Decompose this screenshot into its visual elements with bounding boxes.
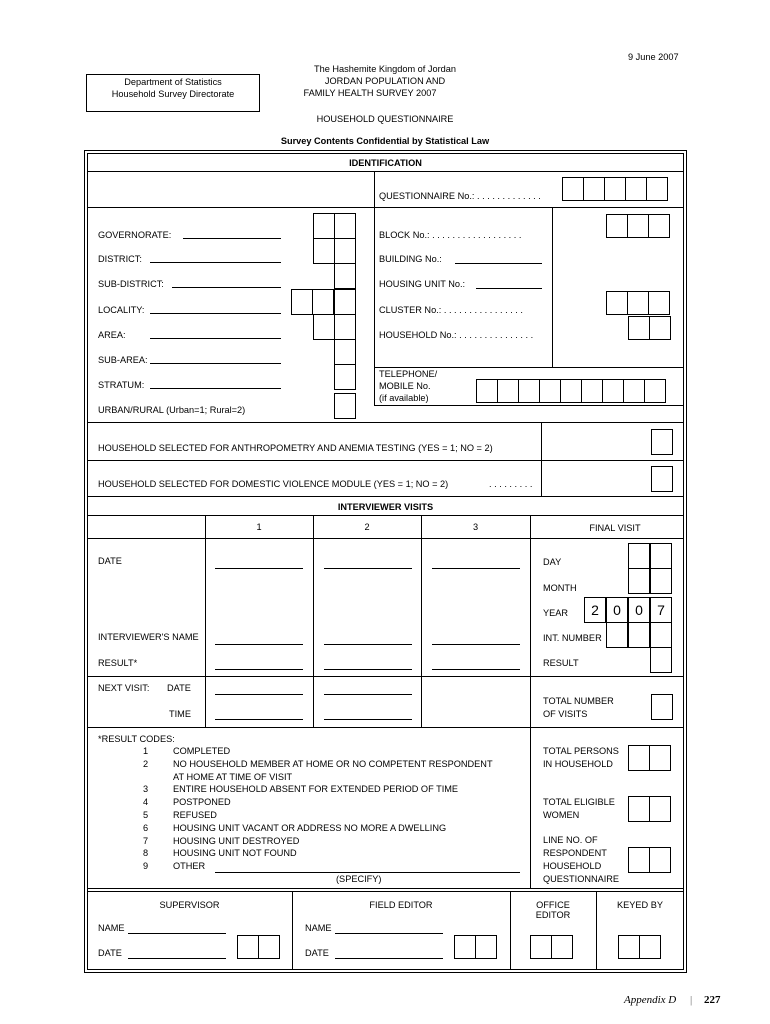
total-visits-box[interactable] <box>651 694 673 720</box>
divider <box>530 515 531 888</box>
area-line[interactable] <box>150 338 281 339</box>
identification-heading: IDENTIFICATION <box>349 158 422 168</box>
visit3-date-line[interactable] <box>432 568 520 569</box>
divider <box>374 367 375 405</box>
stratum-line[interactable] <box>150 388 281 389</box>
telephone-boxes[interactable] <box>476 379 666 403</box>
result-code-text: COMPLETED <box>173 746 231 756</box>
visit2-interviewer-line[interactable] <box>324 644 412 645</box>
divider <box>87 891 684 892</box>
final-result-box[interactable] <box>650 647 672 673</box>
department-line2: Household Survey Directorate <box>111 89 235 99</box>
result-code-text: REFUSED <box>173 810 217 820</box>
final-month-label: MONTH <box>543 583 577 593</box>
final-year-digit[interactable]: 2 <box>584 597 606 623</box>
final-int-number-box[interactable] <box>650 622 672 648</box>
area-code-box[interactable] <box>334 314 356 340</box>
footer-page-number: 227 <box>704 994 721 1006</box>
field-editor-date-line[interactable] <box>335 958 443 959</box>
final-int-number-box[interactable] <box>628 622 650 648</box>
total-women-boxes[interactable] <box>628 796 671 822</box>
result-code-text: AT HOME AT TIME OF VISIT <box>173 772 293 782</box>
urban-rural-label: URBAN/RURAL (Urban=1; Rural=2) <box>98 405 246 415</box>
interviewer-name-label: INTERVIEWER'S NAME <box>98 632 199 642</box>
divider <box>87 888 684 889</box>
specify-label: (SPECIFY) <box>336 874 382 884</box>
district-label: DISTRICT: <box>98 254 142 264</box>
field-editor-name-label: NAME <box>305 923 332 933</box>
divider <box>421 515 422 727</box>
divider <box>87 676 684 677</box>
final-int-number-box[interactable] <box>606 622 628 648</box>
field-editor-label: FIELD EDITOR <box>369 900 433 910</box>
divider <box>87 171 684 172</box>
result-label: RESULT* <box>98 658 138 668</box>
cluster-no-label: CLUSTER No.: . . . . . . . . . . . . . . . . <box>379 305 523 315</box>
sub-area-code-box[interactable] <box>334 339 356 365</box>
supervisor-date-label: DATE <box>98 948 122 958</box>
cluster-no-boxes[interactable] <box>606 291 670 315</box>
supervisor-name-label: NAME <box>98 923 125 933</box>
department-line1: Department of Statistics <box>124 77 222 87</box>
other-specify-line[interactable] <box>215 872 520 873</box>
final-month-box[interactable] <box>628 568 650 594</box>
household-no-boxes[interactable] <box>628 316 671 340</box>
divider <box>87 460 684 461</box>
result-code-number: 5 <box>143 810 149 820</box>
visit2-next-time-line[interactable] <box>324 719 412 720</box>
next-visit-date-label: DATE <box>167 683 191 693</box>
divider <box>374 405 684 406</box>
result-code-number: 9 <box>143 861 149 871</box>
locality-line[interactable] <box>150 313 281 314</box>
anthropometry-box[interactable] <box>651 429 673 455</box>
result-code-text: HOUSING UNIT NOT FOUND <box>173 848 297 858</box>
field-editor-name-line[interactable] <box>335 933 443 934</box>
visit2-date-line[interactable] <box>324 568 412 569</box>
sub-area-label: SUB-AREA: <box>98 355 148 365</box>
total-persons-boxes[interactable] <box>628 745 671 771</box>
domestic-violence-label: HOUSEHOLD SELECTED FOR DOMESTIC VIOLENCE MODULE (YES = 1; NO = 2) <box>98 479 449 489</box>
supervisor-code-boxes[interactable] <box>237 935 280 959</box>
final-day-box[interactable] <box>650 543 672 569</box>
result-code-number: 3 <box>143 784 149 794</box>
divider <box>374 171 375 207</box>
telephone-label-line2: MOBILE No. <box>379 381 431 391</box>
divider <box>313 515 314 727</box>
sub-district-label: SUB-DISTRICT: <box>98 279 164 289</box>
divider <box>541 422 542 460</box>
final-month-box[interactable] <box>650 568 672 594</box>
footer-appendix: Appendix D <box>624 994 677 1006</box>
total-visits-label-line2: OF VISITS <box>543 709 588 719</box>
final-year-digit[interactable]: 7 <box>650 597 672 623</box>
supervisor-name-line[interactable] <box>128 933 226 934</box>
title-line3: FAMILY HEALTH SURVEY 2007 <box>303 88 437 98</box>
result-code-text: HOUSING UNIT DESTROYED <box>173 836 300 846</box>
district-code-box[interactable] <box>334 238 356 264</box>
governorate-code-box[interactable] <box>334 213 356 239</box>
divider <box>374 367 684 368</box>
visit1-next-date-line[interactable] <box>215 694 303 695</box>
result-codes-heading: *RESULT CODES: <box>98 734 175 744</box>
questionnaire-title: HOUSEHOLD QUESTIONNAIRE <box>316 114 454 124</box>
visit2-next-date-line[interactable] <box>324 694 412 695</box>
final-year-digit[interactable]: 0 <box>628 597 650 623</box>
questionnaire-no-label: QUESTIONNAIRE No.: . . . . . . . . . . . . . <box>379 191 541 201</box>
building-no-line[interactable] <box>455 263 542 264</box>
next-visit-label: NEXT VISIT: <box>98 683 150 693</box>
total-persons-label-line2: IN HOUSEHOLD <box>543 759 613 769</box>
stratum-label: STRATUM: <box>98 380 145 390</box>
supervisor-date-line[interactable] <box>128 958 226 959</box>
visit1-date-line[interactable] <box>215 568 303 569</box>
visit2-result-line[interactable] <box>324 669 412 670</box>
office-editor-label-line1: OFFICE <box>536 900 570 910</box>
result-code-number: 6 <box>143 823 149 833</box>
locality-code-box[interactable] <box>291 289 313 315</box>
housing-unit-label: HOUSING UNIT No.: <box>379 279 466 289</box>
household-no-label: HOUSEHOLD No.: . . . . . . . . . . . . . . . <box>379 330 534 340</box>
line-no-label-3: HOUSEHOLD <box>543 861 602 871</box>
total-women-label-line2: WOMEN <box>543 810 580 820</box>
divider <box>552 207 553 367</box>
visit-column-1: 1 <box>256 522 262 532</box>
area-label: AREA: <box>98 330 126 340</box>
result-code-text: HOUSING UNIT VACANT OR ADDRESS NO MORE A DWELLING <box>173 823 447 833</box>
interviewer-visits-heading: INTERVIEWER VISITS <box>337 502 434 512</box>
area-code-box[interactable] <box>313 314 335 340</box>
questionnaire-no-boxes[interactable] <box>562 177 668 201</box>
telephone-label-line3: (if available) <box>379 393 429 403</box>
telephone-label-line1: TELEPHONE/ <box>379 369 438 379</box>
divider <box>87 515 684 516</box>
divider <box>205 515 206 727</box>
governorate-code-box[interactable] <box>313 213 335 239</box>
divider <box>87 496 684 497</box>
total-persons-label-line1: TOTAL PERSONS <box>543 746 619 756</box>
block-no-boxes[interactable] <box>606 214 670 238</box>
result-code-number: 2 <box>143 759 149 769</box>
line-no-label-2: RESPONDENT <box>543 848 607 858</box>
title-line1: The Hashemite Kingdom of Jordan <box>314 64 456 74</box>
block-no-label: BLOCK No.: . . . . . . . . . . . . . . . . . . <box>379 230 522 240</box>
visit-date-label: DATE <box>98 556 122 566</box>
header-date: 9 June 2007 <box>628 52 679 62</box>
visit3-result-line[interactable] <box>432 669 520 670</box>
confidential-notice: Survey Contents Confidential by Statistical Law <box>280 136 490 146</box>
domestic-violence-box[interactable] <box>651 466 673 492</box>
department-box <box>86 74 260 112</box>
divider <box>87 207 684 208</box>
locality-label: LOCALITY: <box>98 305 145 315</box>
visit1-next-time-line[interactable] <box>215 719 303 720</box>
office-editor-label-line2: EDITOR <box>535 910 571 920</box>
total-women-label-line1: TOTAL ELIGIBLE <box>543 797 615 807</box>
sub-district-code-box[interactable] <box>334 263 356 289</box>
keyed-by-label: KEYED BY <box>617 900 663 910</box>
field-editor-code-boxes[interactable] <box>454 935 497 959</box>
divider <box>87 422 684 423</box>
anthropometry-label: HOUSEHOLD SELECTED FOR ANTHROPOMETRY AND ANEMIA TESTING (YES = 1; NO = 2) <box>98 443 493 453</box>
next-visit-time-label: TIME <box>169 709 191 719</box>
line-no-label-4: QUESTIONNAIRE <box>543 874 620 884</box>
final-year-digit[interactable]: 0 <box>606 597 628 623</box>
line-no-label-1: LINE NO. OF <box>543 835 598 845</box>
result-code-number: 8 <box>143 848 149 858</box>
supervisor-label: SUPERVISOR <box>159 900 220 910</box>
result-code-text: OTHER <box>173 861 206 871</box>
result-code-number: 4 <box>143 797 149 807</box>
governorate-label: GOVERNORATE: <box>98 230 172 240</box>
final-visit-label: FINAL VISIT <box>589 523 641 533</box>
result-code-text: POSTPONED <box>173 797 231 807</box>
total-visits-label-line1: TOTAL NUMBER <box>543 696 614 706</box>
result-code-number: 1 <box>143 746 149 756</box>
housing-unit-line[interactable] <box>476 288 542 289</box>
district-code-box[interactable] <box>313 238 335 264</box>
district-line[interactable] <box>150 262 281 263</box>
urban-rural-box[interactable] <box>334 393 356 419</box>
result-code-text: NO HOUSEHOLD MEMBER AT HOME OR NO COMPETENT RESPONDENT <box>173 759 493 769</box>
divider <box>87 538 684 539</box>
line-no-boxes[interactable] <box>628 847 671 873</box>
footer-separator: | <box>690 994 693 1006</box>
keyed-by-code-boxes[interactable] <box>618 935 661 959</box>
locality-code-box[interactable] <box>334 289 356 315</box>
sub-area-line[interactable] <box>150 363 281 364</box>
stratum-code-box[interactable] <box>334 364 356 390</box>
final-int-number-label: INT. NUMBER <box>543 633 602 643</box>
visit1-interviewer-line[interactable] <box>215 644 303 645</box>
result-code-text: ENTIRE HOUSEHOLD ABSENT FOR EXTENDED PERIOD OF TIME <box>173 784 459 794</box>
office-editor-code-boxes[interactable] <box>530 935 573 959</box>
visit-column-3: 3 <box>472 522 479 532</box>
title-line2: JORDAN POPULATION AND <box>324 76 446 86</box>
divider <box>87 727 684 728</box>
sub-district-line[interactable] <box>172 287 281 288</box>
divider <box>374 207 375 367</box>
visit1-result-line[interactable] <box>215 669 303 670</box>
final-result-label: RESULT <box>543 658 579 668</box>
domestic-violence-dots: . . . . . . . . . <box>489 479 533 489</box>
divider <box>541 460 542 496</box>
final-day-box[interactable] <box>628 543 650 569</box>
field-editor-date-label: DATE <box>305 948 329 958</box>
final-year-label: YEAR <box>543 608 569 618</box>
final-day-label: DAY <box>543 557 562 567</box>
result-code-number: 7 <box>143 836 149 846</box>
building-no-label: BUILDING No.: <box>379 254 442 264</box>
visit-column-2: 2 <box>364 522 370 532</box>
visit3-interviewer-line[interactable] <box>432 644 520 645</box>
governorate-line[interactable] <box>183 238 281 239</box>
locality-code-box[interactable] <box>312 289 334 315</box>
